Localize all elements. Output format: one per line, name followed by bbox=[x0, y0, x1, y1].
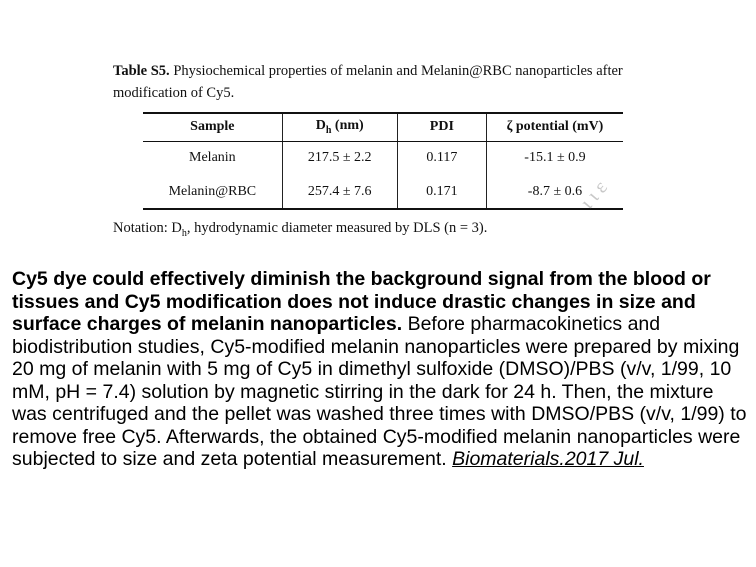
notation-sub: h bbox=[181, 227, 187, 239]
citation-link[interactable]: Biomaterials.2017 Jul. bbox=[452, 448, 644, 470]
header-dh-prefix: D bbox=[315, 118, 326, 134]
cell-sample: Melanin@RBC bbox=[143, 175, 282, 209]
table-header-row bbox=[143, 113, 623, 141]
header-dh-suffix: (nm) bbox=[331, 118, 364, 134]
abstract-body: Before pharmacokinetics and biodistribution studies, Cy5-modified melanin nanoparticles were prepared by mixing 20 mg of melanin with 5 mg of Cy5 in dimethyl sulfoxide (DMSO)/PBS (v/v, 1/99, 10 mM, pH = 7.4) solution by magnetic stirring in the dark for 24 h. Then, the mixture was centrifuged and the pellet was washed three times with DMSO/PBS (v/v, 1/99) to remove free Cy5. Afterwards, the obtained Cy5-modified melanin nanoparticles were subjected to size and zeta potential measurement. bbox=[12, 313, 747, 470]
table-notation bbox=[113, 218, 673, 244]
header-dh bbox=[282, 113, 397, 141]
cell-zeta: -8.7 ± 0.6 bbox=[486, 175, 623, 209]
table-label: Table S5. bbox=[113, 63, 170, 79]
watermark: ι ι ε bbox=[576, 176, 612, 214]
properties-table bbox=[143, 112, 623, 210]
header-sample: Sample bbox=[143, 113, 282, 141]
table-caption bbox=[113, 60, 673, 104]
header-dh-sub: h bbox=[325, 125, 332, 137]
cell-sample: Melanin bbox=[189, 150, 236, 166]
notation-suffix: , hydrodynamic diameter measured by DLS (n = 3). bbox=[186, 220, 488, 236]
cell-zeta: -15.1 ± 0.9 bbox=[486, 141, 623, 175]
abstract-headline: Cy5 dye could effectively diminish the background signal from the blood or tissues and Cy5 modification does not induce drastic changes in size and surface charges of melanin nanoparticles. bbox=[12, 268, 711, 335]
table-row bbox=[143, 141, 623, 175]
cell-pdi: 0.171 bbox=[397, 175, 486, 209]
table-row bbox=[143, 175, 623, 209]
table-caption-text: Physiochemical properties of melanin and Melanin@RBC nanoparticles after modification of Cy5. bbox=[113, 63, 623, 101]
header-zeta: ζ potential (mV) bbox=[486, 113, 623, 141]
notation-prefix: Notation: D bbox=[113, 220, 182, 236]
abstract-text bbox=[12, 268, 752, 471]
cell-dh: 217.5 ± 2.2 bbox=[282, 141, 397, 175]
header-pdi: PDI bbox=[397, 113, 486, 141]
cell-dh: 257.4 ± 7.6 bbox=[282, 175, 397, 209]
cell-pdi: 0.117 bbox=[397, 141, 486, 175]
